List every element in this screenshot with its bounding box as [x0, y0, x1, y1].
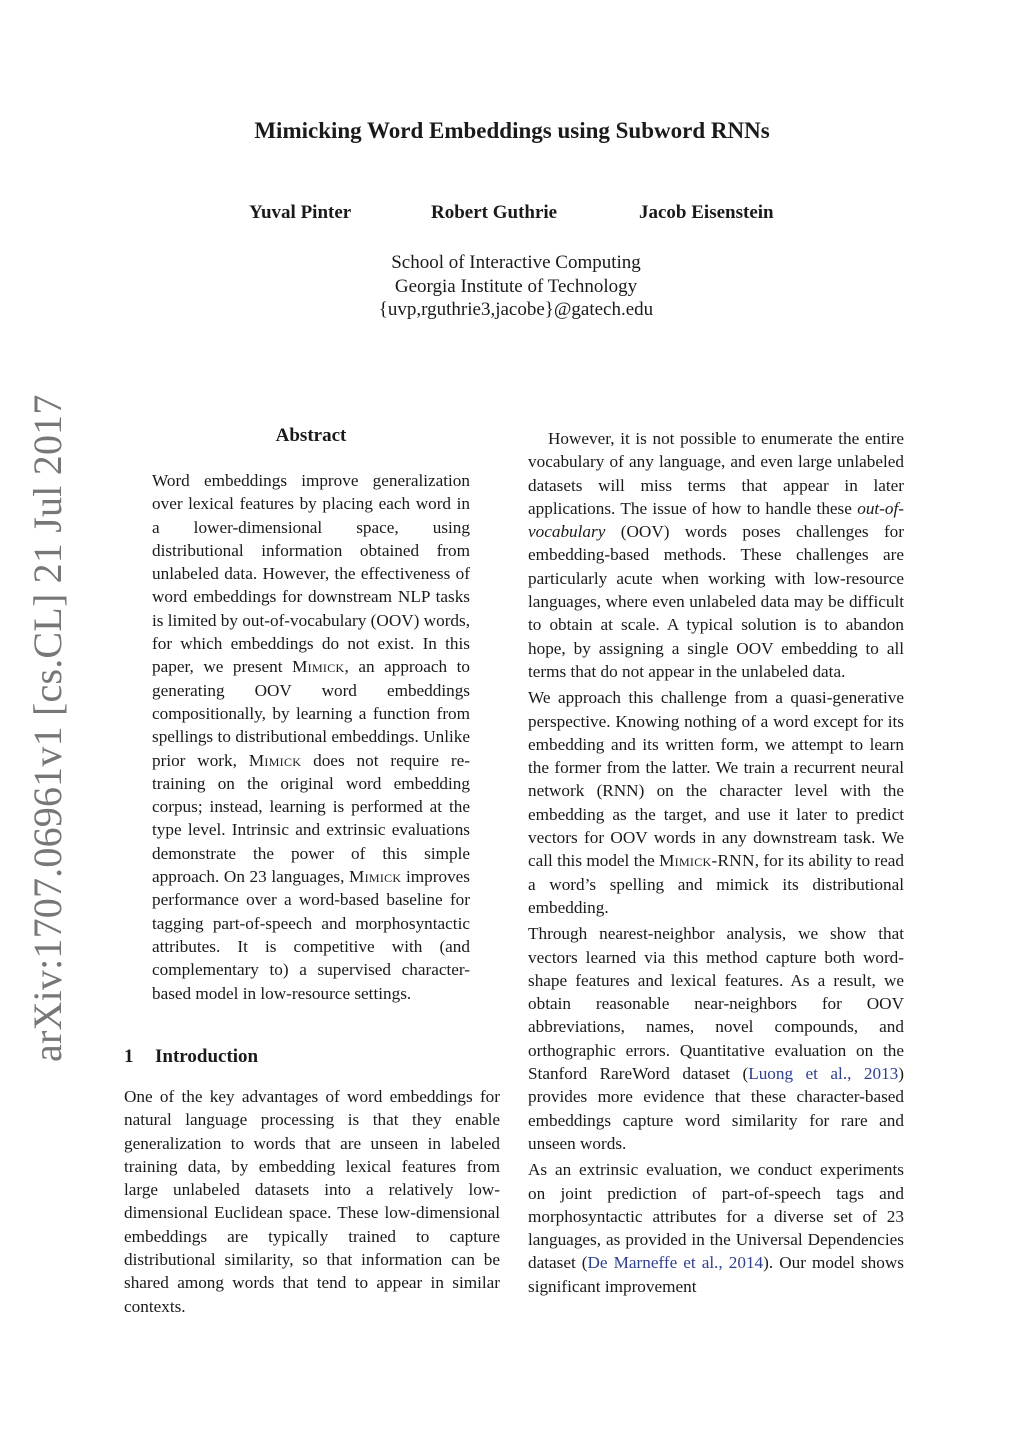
emphasis: out-of-vocabulary: [528, 498, 904, 542]
arxiv-identifier: arXiv:1707.06961v1 [cs.CL] 21 Jul 2017: [25, 394, 70, 1062]
body-paragraph: We approach this challenge from a quasi-generative perspective. Knowing nothing of a word except for its embedding and its written form, we attempt to learn the former from the latter. We train a recurrent neural network (RNN) on the character level with the embedding as the target, and use it later to predict vectors for OOV words in any downstream task. We call this model the Mimick-RNN, for its ability to read a word’s spelling and mimick its distributional embedding.: [528, 688, 904, 917]
intro-paragraph: One of the key advantages of word embeddings for natural language processing is that they enable generalization to words that are unseen in labeled training data, by embedding lexical features from large unlabeled datasets into a relatively low-dimensional Euclidean space. These low-dimensional embeddings are typically trained to capture distributional similarity, so that information can be shared among words that tend to appear in similar contexts.: [124, 1087, 500, 1316]
section-heading-introduction: [124, 1046, 258, 1068]
section-title: Introduction: [155, 1046, 259, 1067]
model-name: Mimick: [292, 657, 345, 677]
model-name: Mimick: [248, 750, 302, 770]
author-name: Jacob Eisenstein: [639, 202, 774, 223]
affiliation-school: School of Interactive Computing: [391, 252, 641, 273]
author-name: Robert Guthrie: [431, 202, 558, 223]
affiliation-institute: Georgia Institute of Technology: [394, 276, 638, 297]
model-name: Mimick: [348, 867, 402, 887]
model-name: Mimick-RNN: [659, 851, 755, 871]
body-paragraph: However, it is not possible to enumerate the entire vocabulary of any language, and even large unlabeled datasets will miss terms that appear in later applications. The issue of how to handle these out-of-vocabulary (OOV) words poses challenges for embedding-based methods. These challenges are particularly acute when working with low-resource languages, where even unlabeled data may be difficult to obtain at scale. A typical solution is to abandon hope, by assigning a single OOV embedding to all terms that do not appear in the unlabeled data.: [528, 429, 904, 681]
section-number: 1: [124, 1046, 134, 1067]
introduction-body: [124, 1085, 500, 1318]
right-column: [528, 427, 904, 1298]
citation-link[interactable]: Luong et al., 2013: [748, 1064, 899, 1084]
body-paragraph: Through nearest-neighbor analysis, we show that vectors learned via this method capture both word-shape features and lexical features. As a result, we obtain reasonable near-neighbors for OOV abbreviations, names, novel compounds, and orthographic errors. Quantitative evaluation on the Stanford RareWord dataset (Luong et al., 2013) provides more evidence that these character-based embeddings capture word similarity for rare and unseen words.: [528, 924, 904, 1153]
author-name: Yuval Pinter: [249, 202, 352, 223]
abstract-body: [152, 469, 470, 1005]
affiliation-emails: {uvp,rguthrie3,jacobe}@gatech.edu: [378, 299, 654, 320]
paper-title: Mimicking Word Embeddings using Subword RNNs: [254, 118, 770, 143]
abstract-paragraph: Word embeddings improve generalization over lexical features by placing each word in a lower-dimensional space, using distributional information obtained from unlabeled data. However, the effectiveness of word embeddings for downstream NLP tasks is limited by out-of-vocabulary (OOV) words, for which embeddings do not exist. In this paper, we present Mimick, an approach to generating OOV word embeddings compositionally, by learning a function from spellings to distributional embeddings. Unlike prior work, Mimick does not require re-training on the original word embedding corpus; instead, learning is performed at the type level. Intrinsic and extrinsic evaluations demonstrate the power of this simple approach. On 23 languages, Mimick improves performance over a word-based baseline for tagging part-of-speech and morphosyntactic attributes. It is competitive with (and complementary to) a supervised character-based model in low-resource settings.: [152, 471, 470, 1003]
abstract-heading: Abstract: [275, 425, 347, 446]
body-paragraph: As an extrinsic evaluation, we conduct experiments on joint prediction of part-of-speech tags and morphosyntactic attributes for a diverse set of 23 languages, as provided in the Universal Dependencies dataset (De Marneffe et al., 2014). Our model shows significant improvement: [528, 1160, 904, 1296]
citation-link[interactable]: De Marneffe et al., 2014: [587, 1253, 764, 1273]
